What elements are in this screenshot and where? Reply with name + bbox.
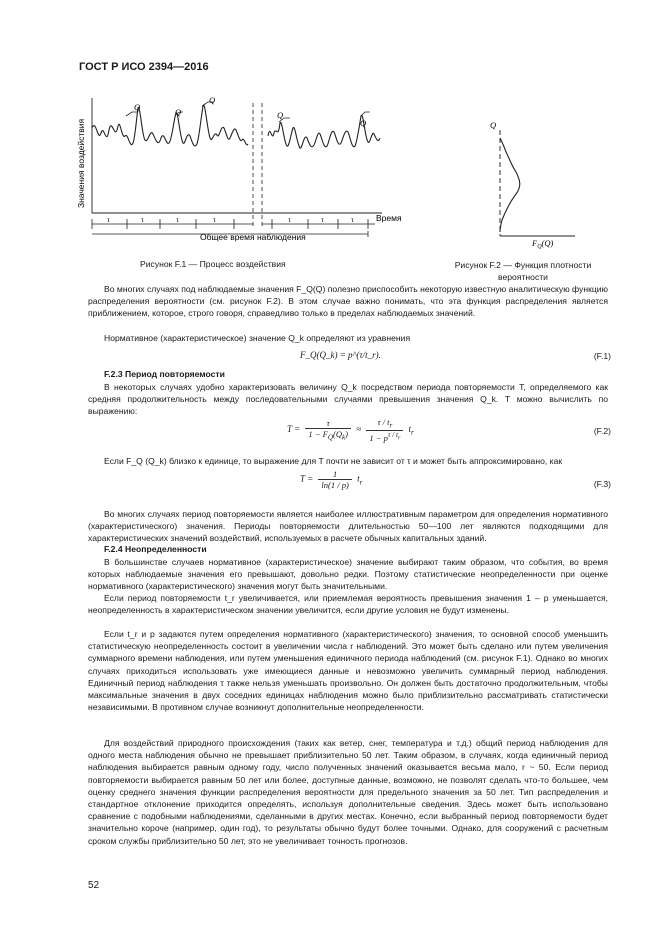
peak-markers (126, 102, 370, 122)
paragraph-3: В некоторых случаях удобно характеризовать величину Q_k посредством периода повторяемости T, определяемого как средняя продолжительность между последовательными случаями превышения значения Q_k. T можно вычислить по выражению: (88, 382, 608, 417)
tau-label-5: τ (288, 215, 292, 224)
peak-label-4: Q (277, 110, 284, 120)
paragraph-1: Во многих случаях под наблюдаемые значения F_Q(Q) полезно приспособить некоторую известную аналитическую функцию распределения вероятности (см. рисунок F.2). В этом случае важно понимать, что эта функция распределения является приближением, которое, строго говоря, справедливо только в пределах наблюдаемых значений. (88, 284, 608, 319)
equation-f1: F_Q(Q_k) = p^(τ/t_r). (300, 350, 381, 360)
section-heading-f23: F.2.3 Период повторяемости (104, 369, 225, 379)
paragraph-8: Если t_r и p задаются путем определения нормативного (характеристического) значения, то основной способ уменьшить статистическую неопределенность состоит в увеличении числа r наблюдений. Это может быть сделано или путем увеличения суммарного времени наблюдения, или путем уменьшения единичного периода наблюдений (см. рисунок F.1). Однако во многих случаях приходиться использовать уже имеющиеся данные и невозможно увеличить суммарный период наблюдения. Единичный период наблюдения τ также нельзя уменьшать произвольно. Он должен быть достаточно продолжительным, чтобы максимальные значения в двух соседних единицах наблюдения можно было приблизительно рассматривать статистически независимыми. В противном случае возникнут дополнительные неопределенности. (88, 629, 608, 713)
figure-action-process (72, 88, 412, 263)
equation-f2-number: (F.2) (593, 426, 611, 436)
equation-f3-number: (F.3) (593, 479, 611, 489)
figure-probability-density (480, 110, 580, 250)
tau-label-7: τ (351, 215, 355, 224)
tau-label-6: τ (321, 215, 325, 224)
peak-label-5: Q (360, 118, 367, 128)
density-y-label: Q (490, 120, 497, 130)
tau-label-3: τ (176, 215, 180, 224)
paragraph-4: Если F_Q (Q_k) близко к единице, то выражение для T почти не зависит от τ и может быть аппроксимировано, как (104, 456, 563, 466)
peak-label-2: Q (175, 107, 182, 117)
process-curve-left (92, 105, 248, 146)
tau-label-1: τ (107, 215, 111, 224)
equation-f1-number: (F.1) (593, 351, 611, 361)
tau-intervals (92, 219, 368, 229)
peak-label-1: Q (134, 102, 141, 112)
paragraph-2: Нормативное (характеристическое) значение Q_k определяют из уравнения (104, 333, 411, 343)
total-span-label: Общее время наблюдения (200, 232, 306, 242)
figure1-caption: Рисунок F.1 — Процесс воздействия (140, 259, 286, 269)
paragraph-7: Если период повторяемости t_r увеличивается, или приемлемая вероятность превышения значения 1 – p уменьшается, неопределенность в характеристическом значении увеличится, если другие условия не будут изменены. (88, 593, 608, 616)
x-axis-label: Время (376, 213, 402, 223)
section-heading-f24: F.2.4 Неопределенности (104, 544, 207, 554)
paragraph-5: Во многих случаях период повторяемости является наиболее иллюстративным параметром для определения нормативного (характеристического) значения. Периоды повторяемости длительностью 50—100 лет являются подходящими для характеристических значений воздействий, используемых в расчете обычных капитальных зданий. (88, 509, 608, 544)
y-axis-label: Значения воздействия (76, 118, 86, 208)
equation-f2: T = $\frac{\tau}{1 - F_Q(Q_k)}$ ≈ $\frac{\tau / t_r}{1 - p^{\tau / t_r}}$ $t_r$ (287, 417, 414, 443)
density-curve (500, 138, 520, 232)
document-header: ГОСТ Р ИСО 2394—2016 (79, 61, 209, 73)
tau-label-2: τ (141, 215, 145, 224)
density-x-label: $F_Q(Q)$ (532, 238, 554, 250)
paragraph-6: В большинстве случаев нормативное (характеристическое) значение выбирают таким образом, что события, во время которых наблюдаемые значения его превышают, довольно редки. Поэтому статистические неопределенности при оценке нормативного (характеристического) значения могут быть значительными. (88, 557, 608, 592)
peak-label-3: Q (209, 95, 216, 105)
figure2-caption: Рисунок F.2 — Функция плотности вероятности (454, 260, 592, 282)
tau-label-4: τ (213, 215, 217, 224)
page-number: 52 (88, 880, 100, 891)
paragraph-9: Для воздействий природного происхождения (таких как ветер, снег, температура и т.д.) общий период наблюдения для одного места наблюдения обычно не превышает приблизительно 50 лет. Таким образом, в случаях, когда единичный период наблюдения выбирается равным одному году, число полученных значений оказывается весьма мало, r ~ 50. Если период повторяемости выбирается равным 50 лет или более, доступные данные, возможно, не позволят сделать что-то большее, чем оценку среднего значения функции распределения вероятности для предельного значения за 50 лет. Тип распределения и стандартное отклонение приходится определять, используя дополнительные сведения. Здесь может быть использовано сравнение с подобными наблюдениями, сделанными в других местах. Конечно, если выбранный период повторяемости будет значительно короче (например, один год), то результаты обычно будут более точными. Однако, для сооружений с расчетным сроком службы приблизительно 50 лет, это не увеличивает точность прогнозов. (88, 738, 608, 846)
equation-f3: T = $\frac{1}{\ln(1 / p)}$ $t_r$ (300, 469, 363, 490)
